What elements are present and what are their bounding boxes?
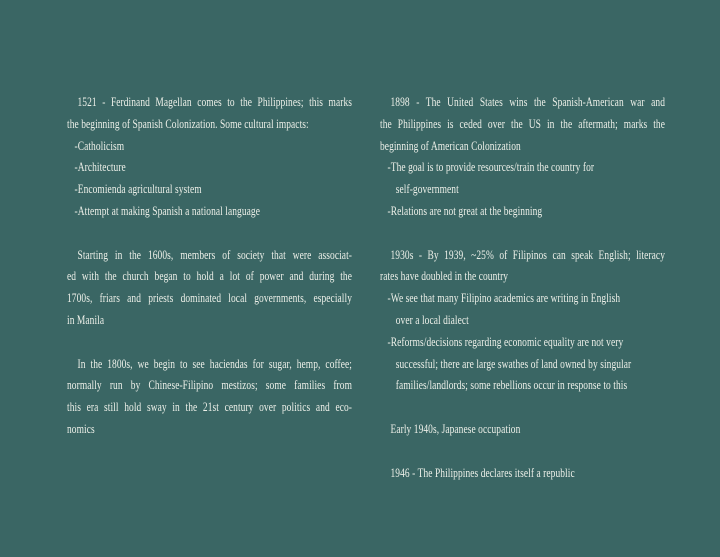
text-line: Starting in the 1600s, members of society that were associat- [77, 247, 352, 262]
paragraph-spanish-era [67, 92, 352, 223]
paragraph-american-era [380, 92, 665, 223]
text-line: Early 1940s, Japanese occupation [390, 421, 521, 436]
text-line: In the 1800s, we begin to see haciendas for sugar, hemp, coffee; [77, 356, 352, 371]
bullet-line: -We see that many Filipino academics are writing in English [387, 291, 621, 306]
blank-line [380, 441, 665, 463]
blank-line [67, 332, 352, 354]
text-line: beginning of American Colonization [380, 138, 521, 153]
bullet-continuation-line: over a local dialect [395, 312, 469, 327]
text-line: 1946 - The Philippines declares itself a republic [390, 465, 575, 480]
paragraph-church-power [67, 245, 352, 332]
bullet-line: -Encomienda agricultural system [74, 182, 202, 197]
text-line: in Manila [67, 312, 105, 327]
paragraph-japanese-occupation [380, 419, 665, 441]
text-line: 1700s, friars and priests dominated local governments, especially [67, 291, 352, 306]
bullet-line: -Reforms/decisions regarding economic equality are not very [387, 334, 624, 349]
left-column [67, 92, 352, 441]
bullet-continuation-line: families/landlords; some rebellions occur in response to this [395, 378, 628, 393]
text-line: 1898 - The United States wins the Spanish-American war and [390, 95, 665, 109]
bullet-line: -Catholicism [74, 138, 125, 153]
text-line: 1930s - By 1939, ~25% of Filipinos can speak English; literacy [390, 247, 665, 262]
text-line: this era still hold sway in the 21st century over politics and eco- [67, 400, 352, 415]
text-line: ed with the church began to hold a lot of power and during the [67, 269, 352, 284]
text-line: the Philippines is ceded over the US in the aftermath; marks the [380, 116, 665, 131]
text-line: rates have doubled in the country [380, 269, 509, 284]
text-line: the beginning of Spanish Colonization. Some cultural impacts: [67, 116, 309, 131]
bullet-line: -The goal is to provide resources/train the country for [387, 160, 595, 175]
blank-line [380, 223, 665, 245]
text-line: nomics [67, 421, 95, 436]
blank-line [67, 223, 352, 245]
paragraph-english-literacy [380, 245, 665, 398]
text-line: normally run by Chinese-Filipino mestizos; some families from [67, 378, 352, 393]
bullet-continuation-line: self-government [395, 182, 459, 197]
bullet-line: -Relations are not great at the beginning [387, 203, 543, 218]
paragraph-republic [380, 463, 665, 485]
bullet-continuation-line: successful; there are large swathes of land owned by singular [395, 356, 632, 371]
bullet-line: -Architecture [74, 160, 126, 175]
blank-line [380, 397, 665, 419]
text-line: 1521 - Ferdinand Magellan comes to the Philippines; this marks [77, 95, 352, 109]
right-column [380, 92, 665, 484]
paragraph-haciendas [67, 354, 352, 441]
bullet-line: -Attempt at making Spanish a national language [74, 203, 260, 218]
